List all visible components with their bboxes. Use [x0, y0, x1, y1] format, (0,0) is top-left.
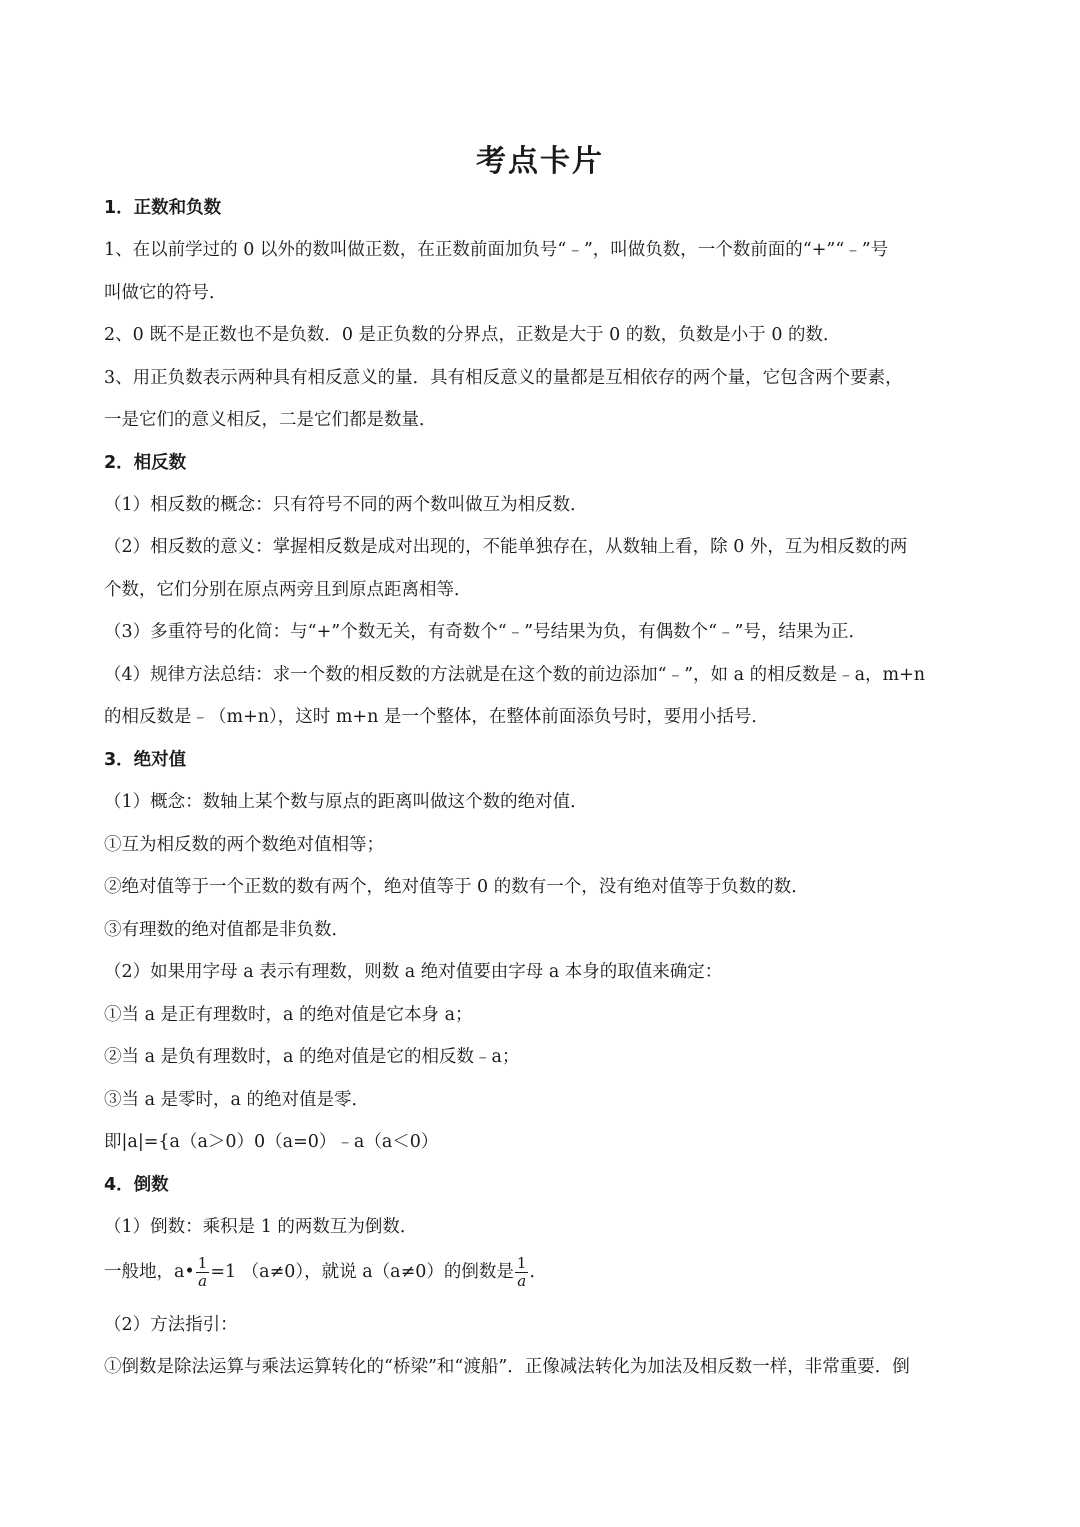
fraction-numerator: 1 [516, 1254, 527, 1272]
paragraph-line: ③有理数的绝对值都是非负数． [104, 920, 349, 940]
text-segment: =1 （a≠0），就说 a（a≠0）的倒数是 [210, 1262, 514, 1282]
paragraph-line: 个数，它们分别在原点两旁且到原点距离相等． [104, 580, 472, 600]
paragraph-line: （1）倒数：乘积是 1 的两数互为倒数． [104, 1217, 418, 1237]
paragraph-line: 3、用正负数表示两种具有相反意义的量．具有相反意义的量都是互相依存的两个量，它包含两个要素， [104, 368, 903, 388]
fraction-one-over-a [196, 1255, 210, 1290]
paragraph-line: （3）多重符号的化简：与“+”个数无关，有奇数个“﹣”号结果为负，有偶数个“﹣”号，结果为正． [104, 622, 866, 642]
paragraph-line: （1）相反数的概念：只有符号不同的两个数叫做互为相反数． [104, 495, 588, 515]
paragraph-line: ②绝对值等于一个正数的数有两个，绝对值等于 0 的数有一个，没有绝对值等于负数的数． [104, 877, 809, 897]
section-heading: 3．绝对值 [104, 750, 187, 770]
paragraph-line: （2）方法指引： [104, 1315, 238, 1335]
formula-line: 即|a|={a（a＞0）0（a=0）﹣a（a＜0） [104, 1132, 439, 1152]
fraction-denominator: a [198, 1272, 208, 1290]
reciprocal-definition-line [104, 1252, 984, 1292]
paragraph-line: ①倒数是除法运算与乘法运算转化的“桥梁”和“渡船”．正像减法转化为加法及相反数一样，非常重要．倒 [104, 1357, 910, 1377]
paragraph-line: 的相反数是﹣（m+n），这时 m+n 是一个整体，在整体前面添负号时，要用小括号． [104, 707, 769, 727]
paragraph-line: 一是它们的意义相反，二是它们都是数量． [104, 410, 437, 430]
paragraph-line: ①互为相反数的两个数绝对值相等； [104, 835, 384, 855]
paragraph-line: ③当 a 是零时，a 的绝对值是零． [104, 1090, 370, 1110]
paragraph-line: （4）规律方法总结：求一个数的相反数的方法就是在这个数的前边添加“﹣”，如 a 的相反数是﹣a，m+n [104, 665, 926, 685]
paragraph-line: （1）概念：数轴上某个数与原点的距离叫做这个数的绝对值． [104, 792, 588, 812]
paragraph-line: 2、0 既不是正数也不是负数．0 是正负数的分界点，正数是大于 0 的数，负数是小于 0 的数． [104, 325, 841, 345]
paragraph-line: （2）相反数的意义：掌握相反数是成对出现的，不能单独存在，从数轴上看，除 0 外，互为相反数的两 [104, 537, 908, 557]
page-title: 考点卡片 [476, 144, 604, 179]
paragraph-line: ①当 a 是正有理数时，a 的绝对值是它本身 a； [104, 1005, 473, 1025]
fraction-numerator: 1 [197, 1254, 208, 1272]
text-segment: ． [529, 1262, 547, 1282]
section-heading: 1．正数和负数 [104, 198, 222, 218]
text-segment: 一般地，a• [104, 1262, 195, 1282]
paragraph-line: 1、在以前学过的 0 以外的数叫做正数，在正数前面加负号“﹣”，叫做负数，一个数前面的“+”“﹣”号 [104, 240, 889, 260]
section-heading: 2．相反数 [104, 453, 187, 473]
fraction-denominator: a [517, 1272, 527, 1290]
section-heading: 4．倒数 [104, 1175, 169, 1195]
paragraph-line: ②当 a 是负有理数时，a 的绝对值是它的相反数﹣a； [104, 1047, 520, 1067]
paragraph-line: （2）如果用字母 a 表示有理数，则数 a 绝对值要由字母 a 本身的取值来确定： [104, 962, 723, 982]
paragraph-line: 叫做它的符号． [104, 283, 227, 303]
fraction-one-over-a [515, 1255, 529, 1290]
